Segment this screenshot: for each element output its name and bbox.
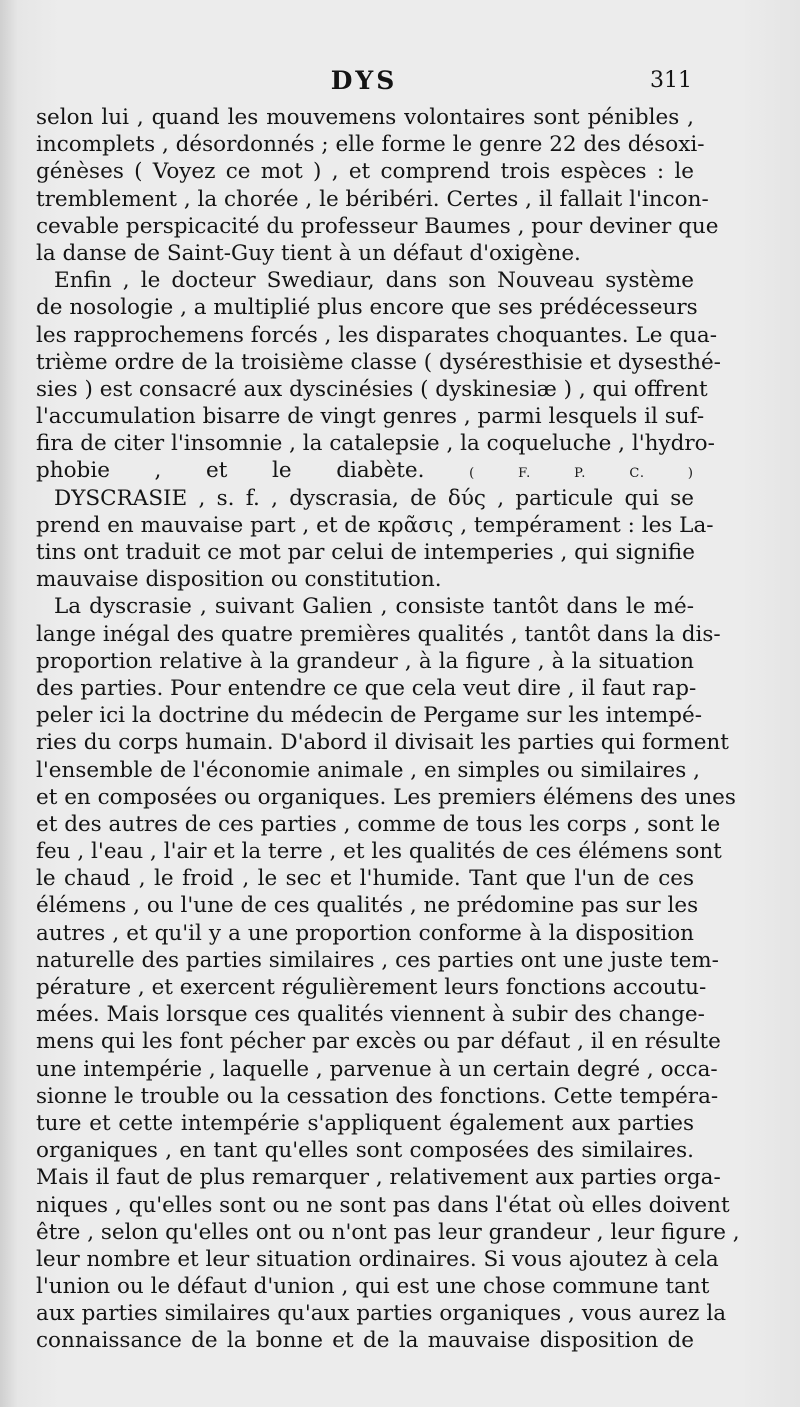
text-line-content: mées. Mais lorsque ces qualités viennent à subir des change-	[36, 1002, 705, 1028]
text-line-content: mens qui les font pécher par excès ou par défaut , il en résulte	[36, 1029, 721, 1055]
text-line	[36, 267, 694, 294]
text-line	[36, 892, 699, 919]
text-line	[36, 485, 694, 512]
text-line-content: une intempérie , laquelle , parvenue à un certain degré , occa-	[36, 1056, 718, 1082]
text-line-content: organiques , en tant qu'elles sont composées des similaires.	[36, 1138, 694, 1164]
text-line-content: selon lui , quand les mouvemens volontaires sont pénibles ,	[36, 105, 694, 130]
text-line-content: sionne le trouble ou la cessation des fonctions. Cette tempéra-	[36, 1083, 719, 1109]
text-line-content: tremblement , la chorée , le béribéri. Certes , il fallait l'incon-	[36, 186, 709, 212]
text-line-content: lange inégal des quatre premières qualités , tantôt dans la dis-	[36, 621, 721, 647]
text-line	[36, 621, 721, 648]
text-line	[36, 593, 694, 620]
text-line	[36, 294, 698, 321]
text-line-content: ries du corps humain. D'abord il divisait les parties qui forment	[36, 730, 729, 756]
text-line-content: prend en mauvaise part , et de κρᾶσις , tempérament : les La-	[36, 512, 714, 538]
text-line-content: aux parties similaires qu'aux parties organiques , vous aurez la	[36, 1301, 727, 1327]
text-line	[36, 457, 694, 484]
text-line	[36, 1164, 721, 1191]
text-line-content: phobie , et le diabète.	[36, 458, 425, 484]
text-line	[36, 729, 729, 756]
text-line-content: connaissance de la bonne et de la mauvaise disposition de	[36, 1328, 694, 1354]
body-text	[36, 104, 740, 1355]
text-line-content: mauvaise disposition ou constitution.	[36, 567, 442, 593]
text-line	[36, 1192, 730, 1219]
text-line	[36, 757, 700, 784]
text-line-content: l'accumulation bisarre de vingt genres , parmi lesquels il suf-	[36, 404, 705, 430]
text-line-content: Enfin , le docteur Swediaur, dans son Nouveau système	[54, 268, 694, 294]
text-line	[36, 702, 702, 729]
text-line-content: l'ensemble de l'économie animale , en simples ou similaires ,	[36, 757, 700, 783]
text-line-content: et des autres de ces parties , comme de tous les corps , sont le	[36, 811, 721, 837]
text-line	[36, 811, 721, 838]
text-line	[36, 1056, 718, 1083]
text-line	[36, 1083, 719, 1110]
page-number: 311	[650, 68, 692, 93]
text-line	[36, 512, 714, 539]
text-line	[36, 675, 697, 702]
text-line	[36, 213, 719, 240]
text-line	[36, 865, 694, 892]
running-head: DYS	[330, 66, 398, 95]
text-line	[36, 1327, 694, 1354]
text-line-content: leur nombre et leur situation ordinaires. Si vous ajoutez à cela	[36, 1246, 719, 1272]
text-line	[36, 322, 717, 349]
text-line-content: l'union ou le défaut d'union , qui est une chose commune tant	[36, 1274, 710, 1300]
text-line	[36, 158, 694, 185]
text-line	[36, 430, 715, 457]
text-line-content: ture et cette intempérie s'appliquent également aux parties	[36, 1110, 694, 1136]
page-header	[36, 66, 692, 106]
text-line-content: les rapprochemens forcés , les disparates choquantes. Le qua-	[36, 322, 717, 348]
text-line-content: autres , et qu'il y a une proportion conforme à la disposition	[36, 920, 694, 946]
text-line	[36, 186, 709, 213]
text-line	[36, 1110, 694, 1137]
text-line-content: et en composées ou organiques. Les premiers élémens des unes	[36, 784, 736, 810]
text-line	[36, 947, 719, 974]
text-line-content: proportion relative à la grandeur , à la figure , à la situation	[36, 648, 694, 674]
text-line	[36, 1300, 727, 1327]
text-line-content: cevable perspicacité du professeur Baumes , pour deviner que	[36, 213, 719, 239]
text-line	[36, 349, 721, 376]
text-line	[36, 376, 708, 403]
text-line-content: pérature , et exercent régulièrement leurs fonctions accoutu-	[36, 975, 707, 1000]
text-line	[36, 1246, 719, 1273]
text-line-content: peler ici la doctrine du médecin de Pergame sur les intempé-	[36, 703, 702, 729]
text-line-content: élémens , ou l'une de ces qualités , ne prédomine pas sur les	[36, 893, 699, 919]
text-line-content: niques , qu'elles sont ou ne sont pas dans l'état où elles doivent	[36, 1192, 730, 1218]
text-line	[36, 104, 694, 131]
text-line	[36, 648, 694, 675]
text-line-content: feu , l'eau , l'air et la terre , et les qualités de ces élémens sont	[36, 839, 722, 865]
text-line-content: la danse de Saint-Guy tient à un défaut d'oxigène.	[36, 240, 581, 266]
text-line	[36, 1273, 710, 1300]
text-line	[36, 920, 694, 947]
text-line-content: Mais il faut de plus remarquer , relativement aux parties orga-	[36, 1165, 721, 1191]
text-line	[36, 1028, 721, 1055]
text-line-content: sies ) est consacré aux dyscinésies ( dyskinesiæ ) , qui offrent	[36, 376, 708, 402]
text-line-content: le chaud , le froid , le sec et l'humide. Tant que l'un de ces	[36, 866, 694, 892]
text-line	[36, 240, 694, 267]
text-line	[36, 1001, 705, 1028]
text-line	[36, 131, 705, 158]
text-line	[36, 838, 722, 865]
author-signature: ( F. P. C. )	[469, 466, 694, 482]
text-line-content: naturelle des parties similaires , ces parties ont une juste tem-	[36, 947, 719, 973]
text-line	[36, 784, 736, 811]
text-line-content: fira de citer l'insomnie , la catalepsie , la coqueluche , l'hydro-	[36, 431, 715, 457]
text-line	[36, 566, 694, 593]
text-line	[36, 403, 705, 430]
text-line	[36, 539, 694, 566]
text-line-content: génèses ( Voyez ce mot ) , et comprend trois espèces : le	[36, 159, 694, 185]
text-line-content: des parties. Pour entendre ce que cela veut dire , il faut rap-	[36, 675, 697, 701]
text-line-content: DYSCRASIE , s. f. , dyscrasia, de δύς , particule qui se	[54, 485, 694, 511]
text-line-content: La dyscrasie , suivant Galien , consiste tantôt dans le mé-	[54, 594, 694, 620]
text-line	[36, 1219, 740, 1246]
text-line	[36, 974, 707, 1001]
text-line-content: de nosologie , a multiplié plus encore que ses prédécesseurs	[36, 295, 698, 321]
text-line-content: incomplets , désordonnés ; elle forme le genre 22 des désoxi-	[36, 132, 705, 158]
text-line	[36, 1137, 694, 1164]
text-line-content: trième ordre de la troisième classe ( dyséresthisie et dysesthé-	[36, 349, 721, 375]
text-line-content: être , selon qu'elles ont ou n'ont pas leur grandeur , leur figure ,	[36, 1219, 740, 1245]
text-line-content: tins ont traduit ce mot par celui de intemperies , qui signifie	[36, 540, 695, 565]
